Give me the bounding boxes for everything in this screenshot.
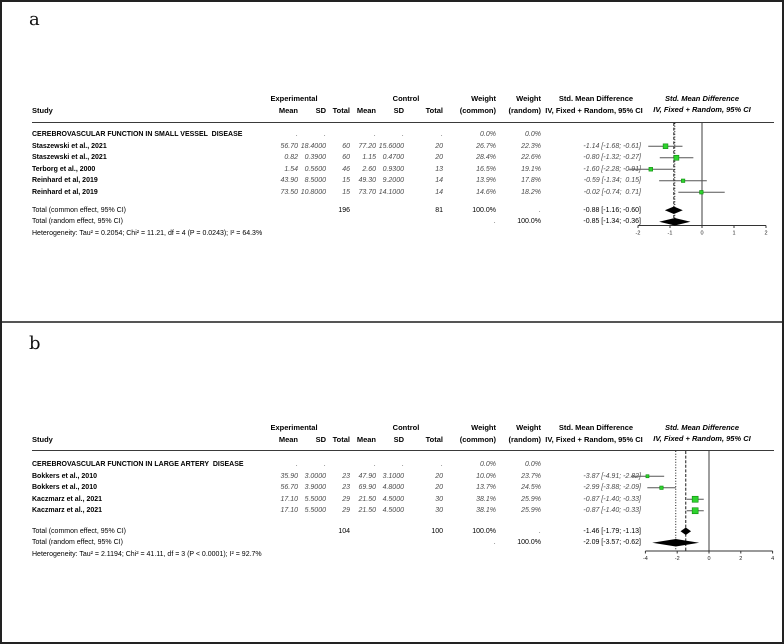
total-label-cell: Total (common effect, 95% CI): [32, 527, 127, 535]
weight-random-cell: 0.0%: [525, 131, 541, 138]
smd-cell: -2.99 [-3.88; -2.09]: [583, 484, 641, 491]
mean-ctl-cell: 2.60: [362, 165, 376, 173]
panel-b-table-body: [32, 459, 647, 560]
mean-exp-cell: 73.50: [280, 188, 298, 196]
mean-ctl-cell: 21.50: [358, 495, 376, 503]
weight-common-cell: .: [494, 218, 496, 225]
total-ctl-cell: 81: [435, 206, 443, 214]
col-header-study: Study: [32, 435, 53, 444]
col-header-sd-ctl: SD: [393, 106, 404, 115]
pooled-diamond: [659, 218, 690, 226]
panel-a-label: a: [29, 9, 40, 30]
study-cell: Reinhard et al, 2019: [32, 177, 98, 184]
total-ctl-cell: [404, 537, 443, 549]
sd-exp-cell: 3.0000: [304, 472, 326, 480]
study-row: [32, 141, 647, 153]
weight-common-cell: 13.9%: [476, 177, 496, 184]
smd-cell: -3.87 [-4.91; -2.82]: [583, 472, 641, 480]
section-row: [32, 129, 647, 141]
col-header-smd-2: IV, Fixed + Random, 95% CI: [545, 435, 643, 444]
panel-b-label: b: [29, 333, 41, 354]
weight-common-cell: 38.1%: [476, 507, 496, 514]
total-exp-cell: 23: [342, 472, 350, 480]
total-ctl-cell: 14: [435, 177, 443, 184]
study-cell: Reinhard et al, 2019: [32, 188, 98, 196]
study-cell: Terborg et al., 2000: [32, 165, 96, 173]
total-ctl-cell: .: [441, 461, 443, 468]
total-ctl-cell: 20: [435, 154, 443, 161]
weight-common-cell: 16.5%: [476, 165, 496, 173]
axis-tick-label: -1: [667, 230, 673, 237]
smd-cell: -0.59 [-1.34; 0.15]: [583, 177, 641, 184]
total-exp-cell: 60: [342, 154, 350, 161]
total-exp-cell: 29: [342, 495, 350, 503]
column-header-row: [32, 434, 647, 445]
weight-common-cell: 28.4%: [476, 154, 496, 161]
axis-tick-label: 2: [739, 556, 743, 562]
weight-common-cell: 13.7%: [476, 484, 496, 491]
total-exp-cell: 60: [342, 142, 350, 150]
total-exp-cell: 23: [342, 484, 350, 491]
total-label-cell: Total (common effect, 95% CI): [32, 206, 127, 214]
mean-exp-cell: 56.70: [280, 484, 298, 491]
weight-common-cell: 100.0%: [472, 527, 496, 535]
col-header-study: Study: [32, 106, 53, 115]
sd-exp-cell: [298, 216, 326, 228]
sd-ctl-cell: [376, 537, 404, 549]
total-ctl-cell: 13: [435, 165, 443, 173]
col-header-mean-exp: Mean: [278, 106, 298, 115]
mean-exp-cell: 43.90: [280, 177, 298, 184]
col-header-experimental: Experimental: [270, 423, 318, 432]
study-cell: Bokkers et al., 2010: [32, 472, 97, 480]
heterogeneity-note: Heterogeneity: Tau² = 0.2054; Chi² = 11.21, df = 4 (P = 0.0243); I² = 64.3%: [32, 229, 263, 237]
mean-exp-cell: [252, 526, 298, 538]
total-ctl-cell: .: [441, 131, 443, 138]
study-row: [32, 471, 647, 483]
study-row: [32, 187, 647, 199]
total-exp-cell: [326, 129, 350, 141]
sd-exp-cell: 8.5000: [304, 177, 326, 184]
sd-ctl-cell: 15.6000: [378, 142, 404, 150]
total-exp-cell: 46: [342, 165, 350, 173]
effect-square: [660, 486, 663, 489]
heterogeneity-note: Heterogeneity: Tau² = 2.1194; Chi² = 41.11, df = 3 (P < 0.0001); I² = 92.7%: [32, 550, 262, 558]
col-header-smd: Std. Mean Difference: [558, 423, 634, 432]
study-row: [32, 494, 647, 506]
sd-ctl-cell: [376, 526, 404, 538]
plot-header-smd: Std. Mean Difference: [664, 94, 740, 103]
total-exp-cell: [326, 537, 350, 549]
mean-ctl-cell: .: [374, 461, 376, 468]
effect-square: [692, 496, 698, 502]
weight-random-cell: 19.1%: [521, 165, 541, 173]
study-cell: Kaczmarz et al., 2021: [32, 495, 103, 503]
mean-ctl-cell: 77.20: [358, 142, 376, 150]
mean-exp-cell: 17.10: [280, 495, 298, 503]
section-row: [32, 459, 647, 471]
axis-tick-label: 1: [732, 230, 736, 237]
mean-ctl-cell: .: [374, 131, 376, 138]
mean-exp-cell: [252, 537, 298, 549]
total-label-cell: Total (random effect, 95% CI): [32, 218, 123, 225]
col-header-sd-ctl: SD: [393, 435, 404, 444]
col-header-sd-exp: SD: [315, 106, 326, 115]
weight-common-cell: 14.6%: [476, 188, 496, 196]
mean-ctl-cell: 49.30: [358, 177, 376, 184]
smd-cell: -0.87 [-1.40; -0.33]: [583, 507, 641, 514]
mean-ctl-cell: [350, 205, 376, 217]
col-header-total-ctl: Total: [425, 106, 443, 115]
weight-random-cell: .: [539, 527, 541, 535]
panel-a-table-body: [32, 129, 647, 239]
sd-ctl-cell: 14.1000: [378, 188, 404, 196]
plot-header-smd: Std. Mean Difference: [664, 423, 740, 432]
mean-exp-cell: .: [296, 131, 298, 138]
sd-ctl-cell: 0.4700: [382, 154, 404, 161]
sd-ctl-cell: [376, 205, 404, 217]
header-rule: [32, 122, 774, 123]
mean-exp-cell: 56.70: [280, 142, 298, 150]
col-header-weight-random-2: (random): [508, 435, 541, 444]
col-header-weight-random: Weight: [516, 423, 541, 432]
sd-exp-cell: 0.3900: [304, 154, 326, 161]
col-header-control: Control: [392, 423, 420, 432]
total-ctl-cell: [404, 216, 443, 228]
weight-random-cell: 17.8%: [521, 177, 541, 184]
weight-random-cell: 22.6%: [521, 154, 541, 161]
weight-random-cell: 25.9%: [521, 495, 541, 503]
axis-tick-label: -2: [635, 230, 641, 237]
col-header-weight-common: Weight: [471, 94, 496, 103]
col-header-total-ctl: Total: [425, 435, 443, 444]
mean-exp-cell: 17.10: [280, 507, 298, 514]
sd-exp-cell: .: [324, 131, 326, 138]
study-cell: Kaczmarz et al., 2021: [32, 507, 103, 514]
mean-ctl-cell: 47.90: [358, 472, 376, 480]
mean-ctl-cell: 21.50: [358, 507, 376, 514]
effect-square: [674, 155, 679, 160]
study-row: [32, 164, 647, 176]
weight-common-cell: .: [494, 539, 496, 546]
row-gap: [32, 517, 647, 526]
axis-tick-label: 0: [707, 556, 711, 562]
mean-ctl-cell: [350, 526, 376, 538]
sd-exp-cell: 18.4000: [300, 142, 326, 150]
col-header-control: Control: [392, 94, 420, 103]
total-ctl-cell: 20: [435, 142, 443, 150]
sd-exp-cell: [298, 526, 326, 538]
sd-ctl-cell: .: [402, 461, 404, 468]
total-exp-cell: [326, 216, 350, 228]
effect-square: [681, 179, 684, 182]
column-header-row: [32, 105, 647, 116]
weight-common-cell: 10.0%: [476, 472, 496, 480]
sd-ctl-cell: 9.2000: [382, 177, 404, 184]
col-header-experimental: Experimental: [270, 94, 318, 103]
pooled-diamond: [665, 206, 683, 214]
weight-random-cell: 22.3%: [521, 142, 541, 150]
total-exp-cell: 104: [338, 527, 350, 535]
weight-random-cell: 25.9%: [521, 507, 541, 514]
col-header-smd-2: IV, Fixed + Random, 95% CI: [545, 106, 643, 115]
mean-ctl-cell: 1.15: [362, 154, 376, 161]
total-exp-cell: 196: [338, 206, 350, 214]
total-ctl-cell: 20: [435, 472, 443, 480]
sd-exp-cell: .: [324, 461, 326, 468]
total-row: [32, 537, 647, 549]
sd-exp-cell: 10.8000: [300, 188, 326, 196]
sd-exp-cell: 0.5600: [304, 165, 326, 173]
effect-square: [692, 508, 698, 514]
panel-divider: [2, 321, 784, 323]
smd-cell: -0.02 [-0.74; 0.71]: [583, 188, 641, 196]
weight-random-cell: 18.2%: [521, 188, 541, 196]
smd-cell: -0.88 [-1.16; -0.60]: [583, 206, 641, 214]
sd-exp-cell: [298, 537, 326, 549]
total-row: [32, 526, 647, 538]
sd-ctl-cell: 0.9300: [382, 165, 404, 173]
weight-random-cell: 100.0%: [517, 539, 541, 546]
smd-cell: [541, 459, 647, 471]
mean-exp-cell: 35.90: [280, 472, 298, 480]
study-row: [32, 505, 647, 517]
smd-cell: -2.09 [-3.57; -0.62]: [583, 539, 641, 546]
axis-tick-label: 4: [771, 556, 775, 562]
weight-common-cell: 0.0%: [480, 461, 496, 468]
weight-random-cell: 24.5%: [521, 484, 541, 491]
effect-square: [700, 190, 704, 194]
axis-tick-label: 2: [764, 230, 768, 237]
col-header-total-exp: Total: [332, 435, 350, 444]
total-label-cell: Total (random effect, 95% CI): [32, 539, 123, 546]
sd-exp-cell: 3.9000: [304, 484, 326, 491]
total-ctl-cell: 14: [435, 188, 443, 196]
mean-exp-cell: 1.54: [284, 165, 298, 173]
weight-common-cell: 38.1%: [476, 495, 496, 503]
col-header-mean-exp: Mean: [278, 435, 298, 444]
col-header-weight-common-2: (common): [459, 106, 496, 115]
sd-exp-cell: 5.5000: [304, 507, 326, 514]
total-ctl-cell: 100: [431, 527, 443, 535]
sd-ctl-cell: [376, 216, 404, 228]
effect-square: [649, 167, 653, 171]
total-ctl-cell: 30: [435, 495, 443, 503]
section-title: CEREBROVASCULAR FUNCTION IN SMALL VESSEL DISEASE: [32, 131, 243, 138]
col-header-sd-exp: SD: [315, 435, 326, 444]
col-header-weight-random: Weight: [516, 94, 541, 103]
total-exp-cell: 15: [342, 177, 350, 184]
section-title: CEREBROVASCULAR FUNCTION IN LARGE ARTERY DISEASE: [32, 461, 244, 468]
effect-square: [663, 144, 668, 149]
smd-cell: -0.85 [-1.34; -0.36]: [583, 218, 641, 225]
mean-ctl-cell: 73.70: [358, 188, 376, 196]
mean-exp-cell: [252, 205, 298, 217]
mean-exp-cell: 0.82: [284, 154, 298, 161]
total-exp-cell: [326, 459, 350, 471]
study-cell: Staszewski et al., 2021: [32, 142, 107, 150]
col-header-smd: Std. Mean Difference: [558, 94, 634, 103]
col-header-weight-random-2: (random): [508, 106, 541, 115]
sd-ctl-cell: 4.5000: [382, 507, 404, 514]
smd-cell: -0.80 [-1.32; -0.27]: [583, 154, 641, 161]
total-ctl-cell: 30: [435, 507, 443, 514]
smd-cell: -0.87 [-1.40; -0.33]: [583, 495, 641, 503]
smd-cell: [541, 129, 647, 141]
mean-exp-cell: .: [296, 461, 298, 468]
plot-header-smd-2: IV, Fixed + Random, 95% CI: [653, 105, 751, 114]
pooled-diamond: [681, 527, 691, 535]
sd-ctl-cell: 4.5000: [382, 495, 404, 503]
study-row: [32, 152, 647, 164]
weight-random-cell: 100.0%: [517, 218, 541, 225]
weight-random-cell: 0.0%: [525, 461, 541, 468]
col-header-weight-common: Weight: [471, 423, 496, 432]
col-header-total-exp: Total: [332, 106, 350, 115]
smd-cell: -1.14 [-1.68; -0.61]: [583, 142, 641, 150]
total-row: [32, 216, 647, 228]
study-cell: Staszewski et al., 2021: [32, 154, 107, 161]
mean-ctl-cell: [350, 216, 376, 228]
col-header-mean-ctl: Mean: [356, 106, 376, 115]
mean-exp-cell: [252, 216, 298, 228]
smd-cell: -1.46 [-1.79; -1.13]: [583, 527, 641, 535]
axis-tick-label: -4: [642, 556, 648, 562]
axis-tick-label: 0: [700, 230, 704, 237]
sd-ctl-cell: 4.8000: [382, 484, 404, 491]
weight-common-cell: 100.0%: [472, 206, 496, 214]
total-row: [32, 205, 647, 217]
sd-ctl-cell: 3.1000: [382, 472, 404, 480]
smd-cell: -1.60 [-2.28; -0.91]: [583, 165, 641, 173]
mean-ctl-cell: 69.90: [358, 484, 376, 491]
col-header-weight-common-2: (common): [459, 435, 496, 444]
study-row: [32, 175, 647, 187]
weight-common-cell: 0.0%: [480, 131, 496, 138]
sd-exp-cell: 5.5000: [304, 495, 326, 503]
total-ctl-cell: 20: [435, 484, 443, 491]
header-rule: [32, 450, 774, 451]
total-exp-cell: 15: [342, 188, 350, 196]
col-header-mean-ctl: Mean: [356, 435, 376, 444]
weight-random-cell: 23.7%: [521, 472, 541, 480]
weight-random-cell: .: [539, 206, 541, 214]
sd-exp-cell: [298, 205, 326, 217]
plot-header-smd-2: IV, Fixed + Random, 95% CI: [653, 434, 751, 443]
weight-common-cell: 26.7%: [476, 142, 496, 150]
mean-ctl-cell: [350, 537, 376, 549]
total-exp-cell: 29: [342, 507, 350, 514]
study-row: [32, 482, 647, 494]
axis-tick-label: -2: [674, 556, 680, 562]
study-cell: Bokkers et al., 2010: [32, 484, 97, 491]
pooled-diamond: [652, 539, 699, 547]
sd-ctl-cell: .: [402, 131, 404, 138]
